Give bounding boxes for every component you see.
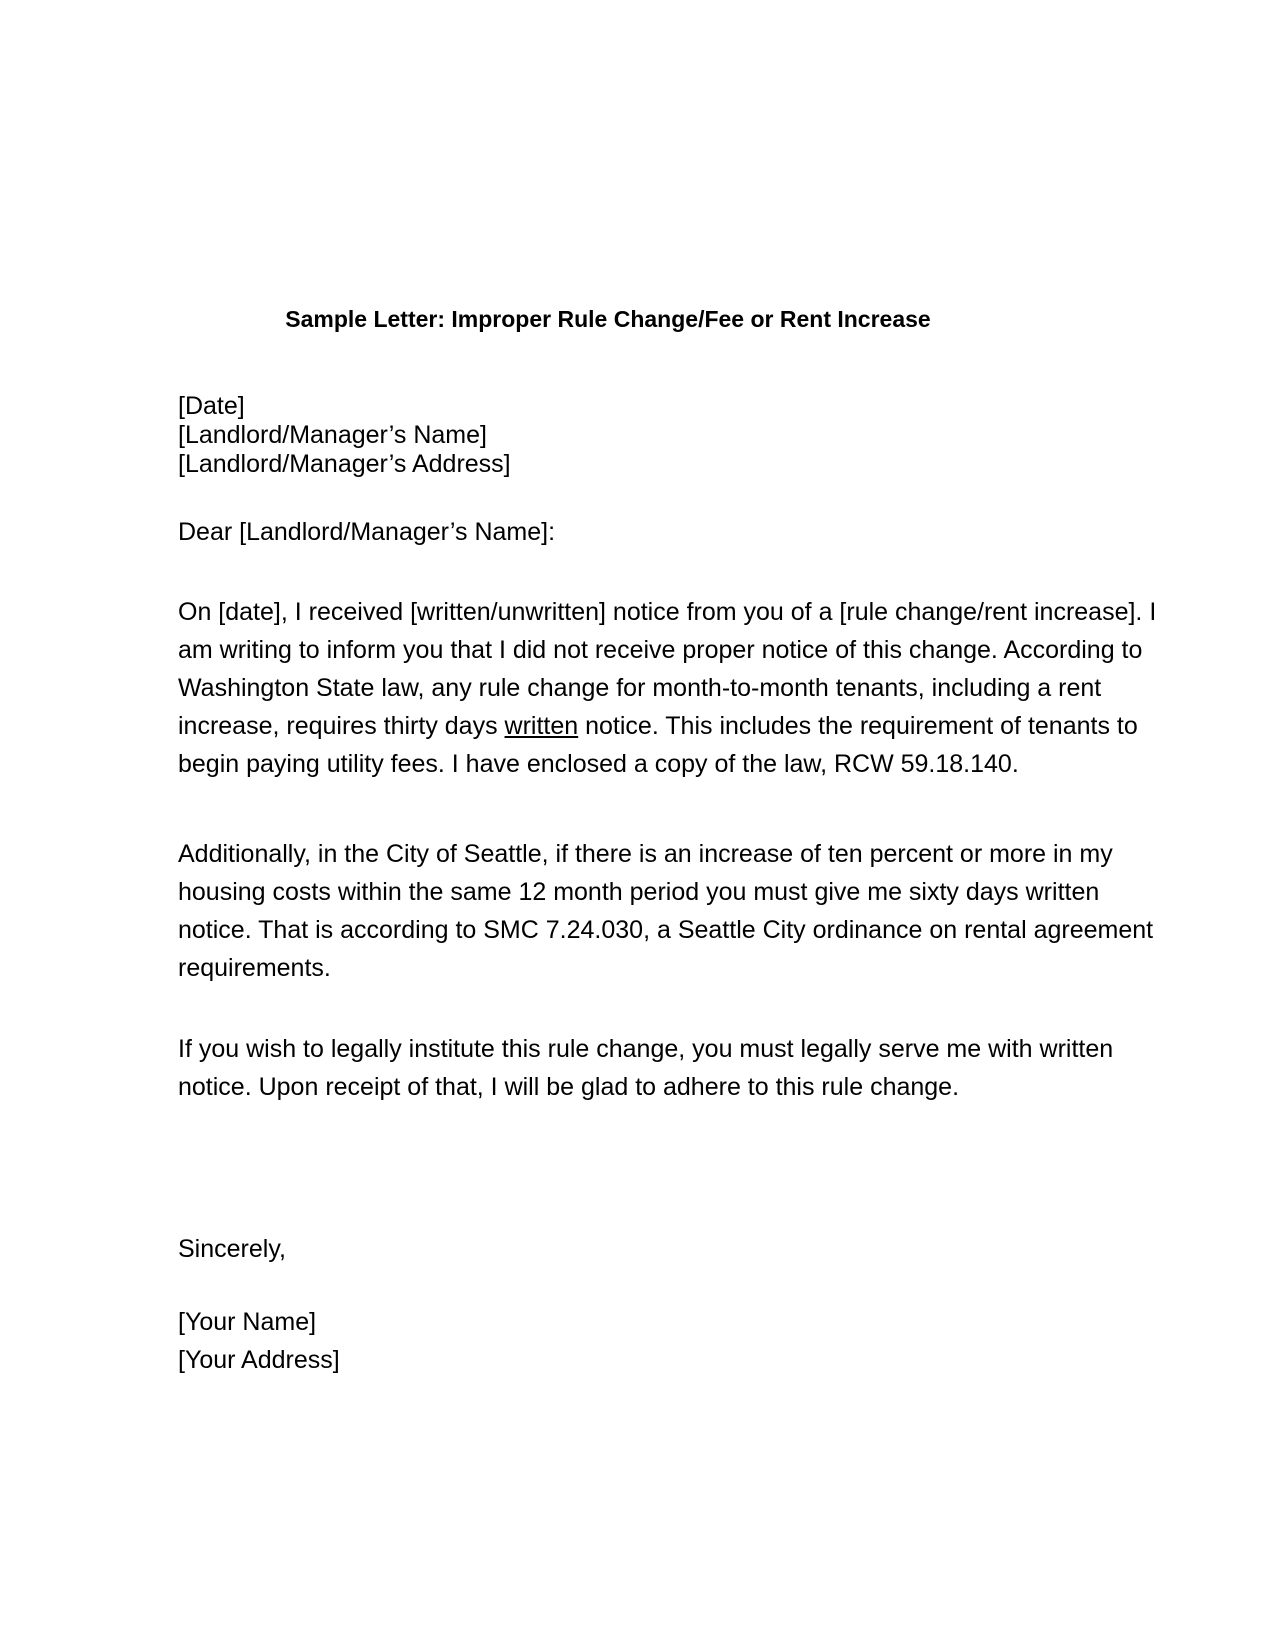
paragraph-line: If you wish to legally institute this rule change, you must legally serve me with written [178, 1035, 1114, 1063]
landlord-name-placeholder: [Landlord/Manager’s Name] [178, 421, 487, 449]
your-name-placeholder: [Your Name] [178, 1308, 317, 1336]
landlord-address-placeholder: [Landlord/Manager’s Address] [178, 450, 511, 478]
signature-block [178, 1303, 340, 1379]
closing-line: Sincerely, [178, 1235, 286, 1263]
paragraph-line: am writing to inform you that I did not receive proper notice of this change. According to [178, 636, 1143, 664]
paragraph-line: On [date], I received [written/unwritten] notice from you of a [rule change/rent increase]. I [178, 598, 1157, 626]
paragraph-line: notice. That is according to SMC 7.24.030, a Seattle City ordinance on rental agreement [178, 916, 1154, 944]
paragraph-legal-service [178, 1030, 1113, 1106]
paragraph-line: requirements. [178, 954, 331, 982]
paragraph-line-segment: notice. This includes the requirement of tenants to [578, 712, 1138, 740]
paragraph-improper-notice [178, 593, 1156, 783]
paragraph-line: Washington State law, any rule change for month-to-month tenants, including a rent [178, 674, 1102, 702]
paragraph-seattle-ordinance [178, 835, 1153, 987]
paragraph-line: housing costs within the same 12 month period you must give me sixty days written [178, 878, 1100, 906]
recipient-header-block [178, 392, 511, 479]
your-address-placeholder: [Your Address] [178, 1346, 340, 1374]
paragraph-line: Additionally, in the City of Seattle, if there is an increase of ten percent or more in my [178, 840, 1113, 868]
underlined-word-written: written [504, 712, 579, 740]
paragraph-line: begin paying utility fees. I have enclosed a copy of the law, RCW 59.18.140. [178, 750, 1019, 778]
salutation-line: Dear [Landlord/Manager’s Name]: [178, 518, 556, 546]
paragraph-line-segment: increase, requires thirty days [178, 712, 505, 740]
letter-title: Sample Letter: Improper Rule Change/Fee or Rent Increase [285, 306, 931, 332]
date-placeholder: [Date] [178, 392, 245, 420]
paragraph-line: notice. Upon receipt of that, I will be glad to adhere to this rule change. [178, 1073, 960, 1101]
paragraph-line [178, 707, 1156, 745]
